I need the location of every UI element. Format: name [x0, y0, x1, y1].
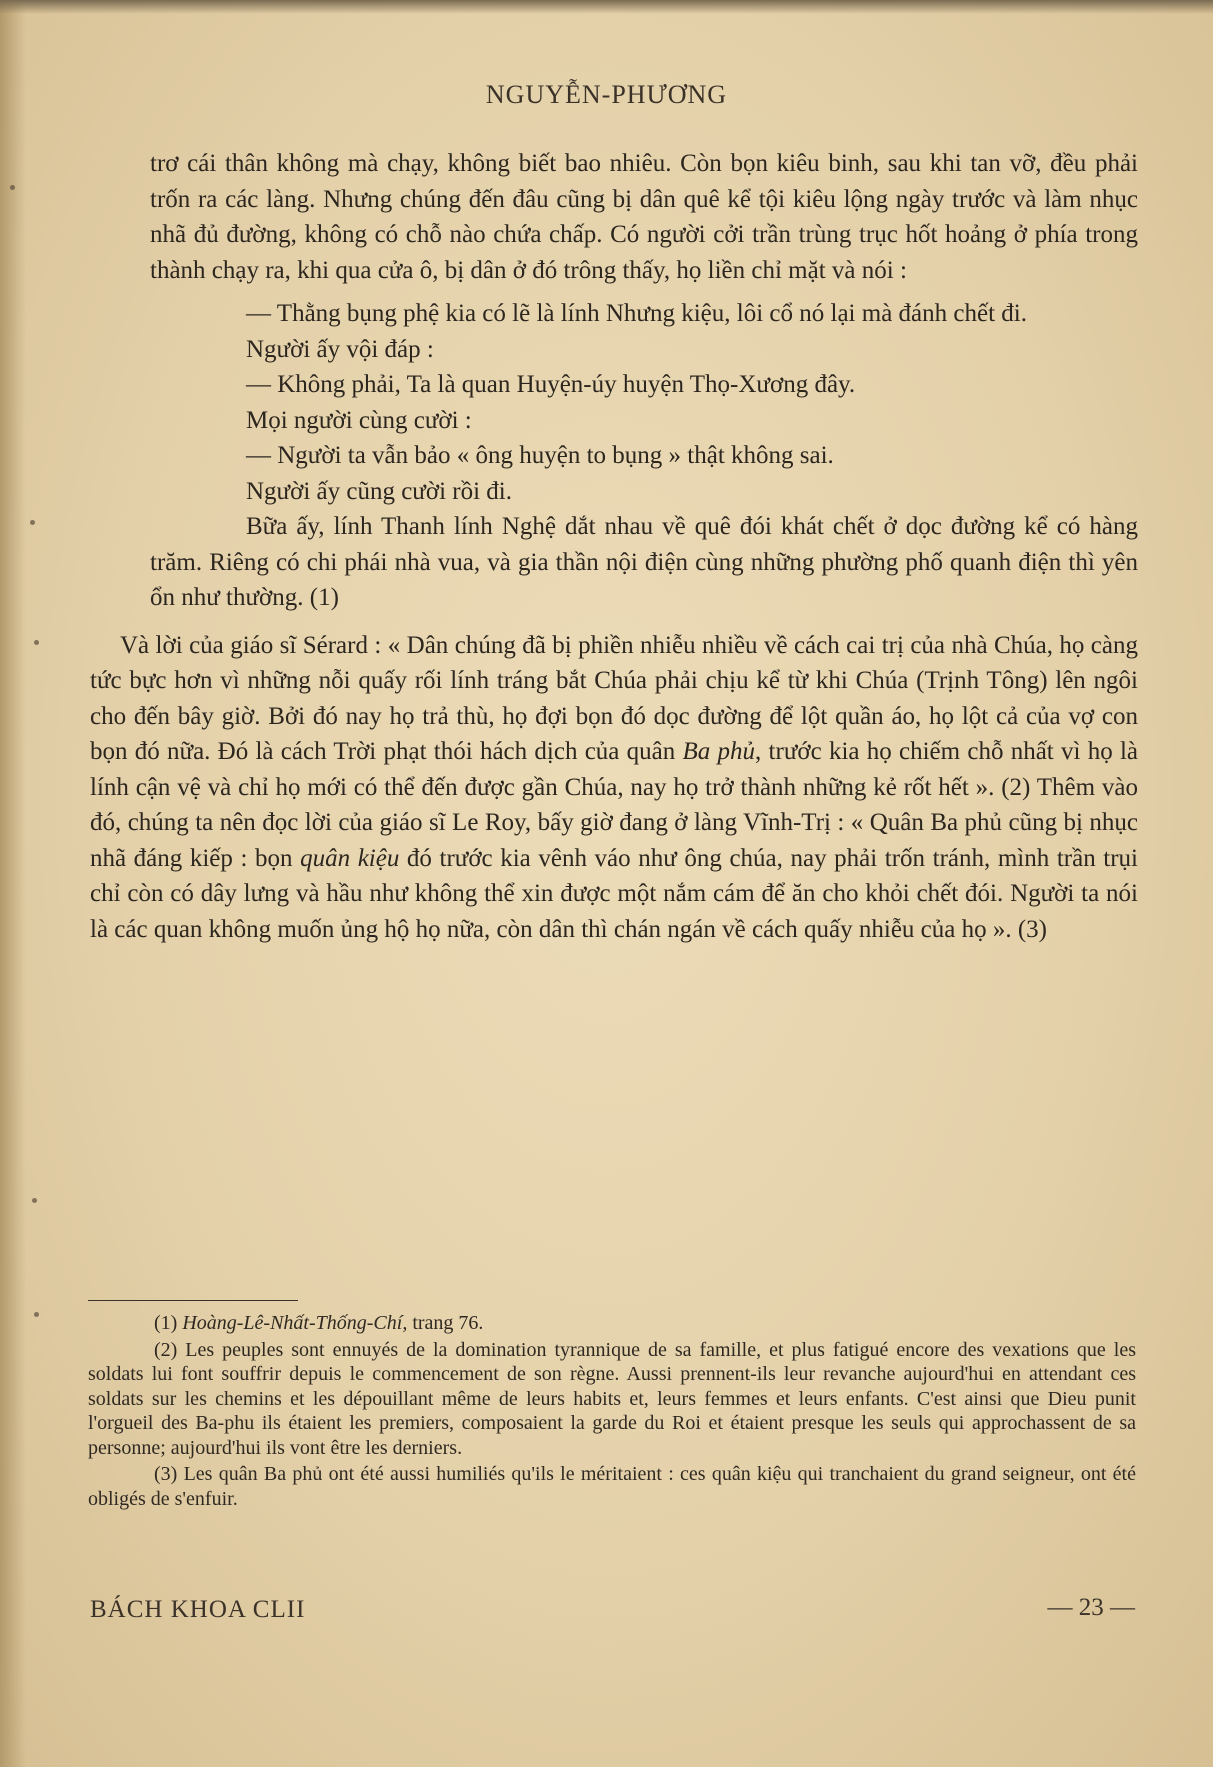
dialogue-line: — Người ta vẫn bảo « ông huyện to bụng » thật không sai.	[246, 442, 834, 469]
footnote-3: (3) Les quân Ba phủ ont été aussi humiliés qu'ils le méritaient : ces quân kiệu qui tranchaient du grand seigneur, ont été obligés de s'enfuir.	[88, 1463, 1136, 1510]
paragraph: Người ấy cũng cười rồi đi.	[246, 477, 512, 505]
dialogue-line: — Không phải, Ta là quan Huyện-úy huyện Thọ-Xương đây.	[246, 371, 856, 398]
paragraph: Bữa ấy, lính Thanh lính Nghệ dắt nhau về quê đói khát chết ở dọc đường kể có hàng trăm. Riêng có chi phái nhà vua, và gia thần nội điện cùng những phường phố quanh điện thì yên ổn như thường. (1)	[150, 513, 1138, 611]
page-number: — 23 —	[1047, 1594, 1135, 1621]
footnote-1	[88, 1311, 1136, 1336]
italic-term: quân kiệu	[300, 844, 400, 872]
margin-speck	[10, 185, 15, 190]
dialogue-line: — Thằng bụng phệ kia có lẽ là lính Nhưng kiệu, lôi cổ nó lại mà đánh chết đi.	[246, 300, 1027, 327]
footnote-2: (2) Les peuples sont ennuyés de la domination tyrannique de sa famille, et plus fatigué encore des vexations que les soldats lui font souffrir depuis le commencement de son règne. Aussi prennent-ils leur revanche aujourd'hui en attendant ces soldats sur les chemins et les dépouillant même de leurs habits et, leurs femmes et leurs enfants. C'est ainsi que Dieu punit l'orgueil des Ba-phu ils étaient les premiers, composaient la garde du Roi et étaient presque les seuls qui approchassent de sa personne; aujourd'hui ils vont être les derniers.	[88, 1338, 1136, 1459]
footnote-number: (1)	[154, 1312, 178, 1334]
margin-speck	[30, 520, 35, 525]
paragraph: Mọi người cùng cười :	[246, 406, 472, 434]
margin-speck	[34, 640, 39, 645]
footnote-divider	[88, 1300, 298, 1301]
paragraph: trơ cái thân không mà chạy, không biết bao nhiêu. Còn bọn kiêu binh, sau khi tan vỡ, đều phải trốn ra các làng. Nhưng chúng đến đâu cũng bị dân quê kể tội kiêu lộng ngày trước và làm nhục nhã đủ đường, không có chỗ nào chứa chấp. Có người cởi trần trùng trục hốt hoảng ở phía trong thành chạy ra, khi qua cửa ô, bị dân ở đó trông thấy, họ liền chỉ mặt và nói :	[150, 150, 1138, 284]
footer-publication: BÁCH KHOA CLII	[90, 1596, 306, 1623]
main-text	[90, 146, 1138, 947]
italic-term: Ba phủ	[682, 738, 756, 765]
footnote-source-title: Hoàng-Lê-Nhất-Thống-Chí,	[182, 1312, 408, 1334]
paragraph: Người ấy vội đáp :	[246, 335, 434, 363]
text-run: Và lời của giáo sĩ Sérard : « Dân chúng đã bị phiền nhiễu nhiều về cách cai trị của nhà Chúa, họ càng tức bực hơn vì những nỗi quấy rối lính tráng bắt Chúa phải chịu kể từ khi Chúa (Trịnh Tông) lên ngôi cho đến bây giờ. Bởi đó nay họ trả thù, họ đợi bọn đó dọc đường để lột quần áo, họ lột cả của vợ con bọn đó nữa. Đó là cách Trời phạt thói hách dịch của quân	[90, 631, 1138, 765]
running-head: NGUYỄN-PHƯƠNG	[485, 80, 728, 109]
footnotes	[88, 1300, 1136, 1513]
text-run: , trước kia họ chiếm chỗ nhất vì họ là lính cận vệ và chỉ họ mới có thể đến được gần Chúa, nay họ trở thành những kẻ rốt hết ». (2) Thêm vào đó, chúng ta nên đọc lời của giáo sĩ Le Roy, bấy giờ đang ở làng Vĩnh-Trị : « Quân Ba phủ cũng bị nhục nhã đáng kiếp : bọn	[90, 738, 1138, 872]
page-top-shadow	[0, 0, 1213, 14]
page-edge-shadow	[0, 0, 26, 1767]
margin-speck	[32, 1198, 37, 1203]
quote-paragraph	[90, 628, 1138, 948]
margin-speck	[34, 1312, 39, 1317]
footnote-text: trang 76.	[407, 1312, 484, 1334]
text-run: đó trước kia vênh váo như ông chúa, nay phải trốn tránh, mình trần trụi chỉ còn có dây lưng và hầu như không thể xin được một nắm cám để ăn cho khỏi chết đói. Người ta nói là các quan không muốn ủng hộ họ nữa, còn dân thì chán ngán về cách quấy nhiễu của họ ». (3)	[90, 844, 1138, 943]
